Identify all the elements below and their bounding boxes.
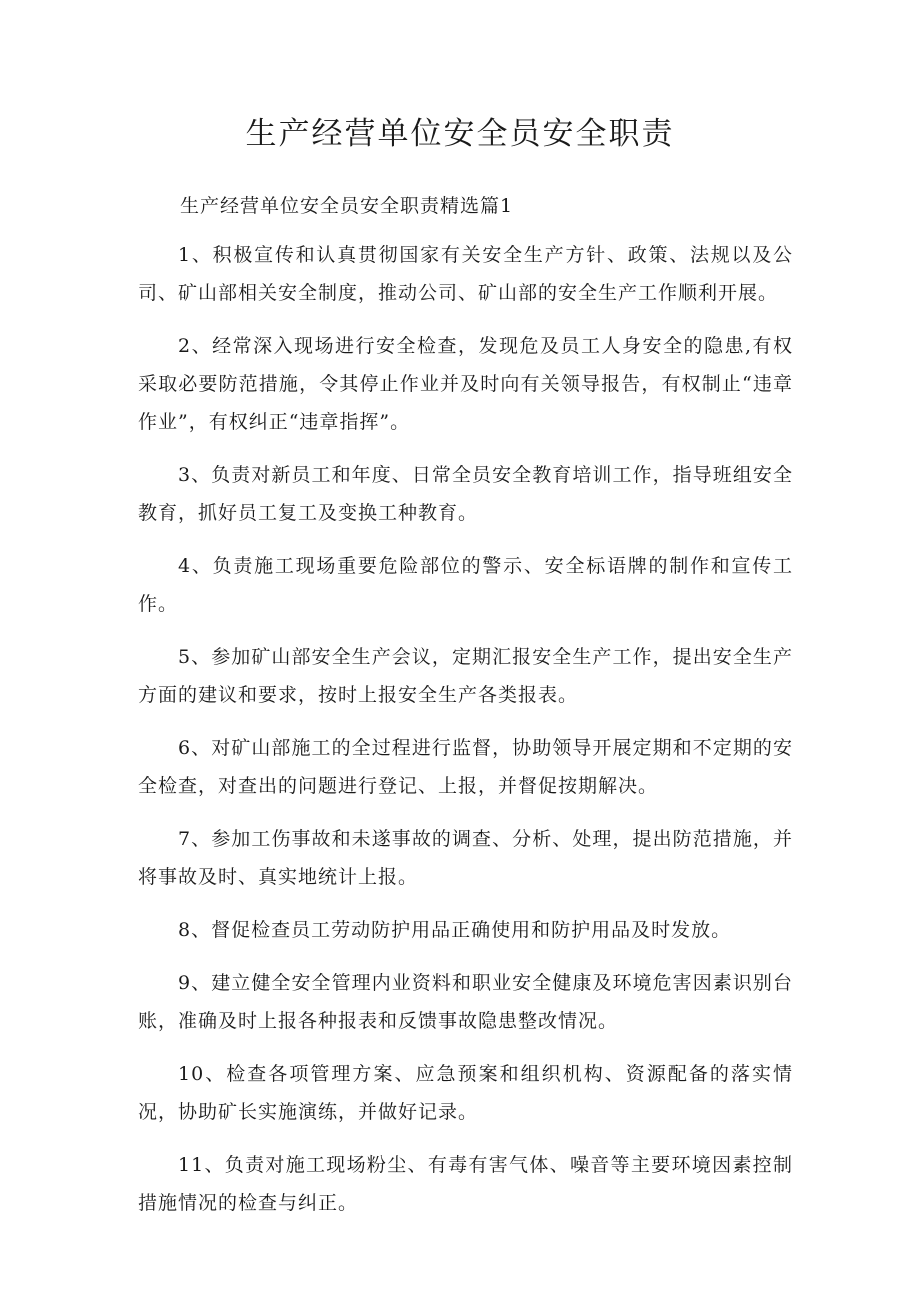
duty-item-1: 1、积极宣传和认真贯彻国家有关安全生产方针、政策、法规以及公司、矿山部相关安全制度，推动公司、矿山部的安全生产工作顺利开展。: [138, 244, 793, 304]
duty-item-2: 2、经常深入现场进行安全检查，发现危及员工人身安全的隐患,有权采取必要防范措施，令其停止作业并及时向有关领导报告，有权制止“违章作业”，有权纠正“违章指挥”。: [138, 335, 793, 433]
document-title: 生产经营单位安全员安全职责: [245, 116, 675, 152]
duty-item-3: 3、负责对新员工和年度、日常全员安全教育培训工作，指导班组安全教育，抓好员工复工及变换工种教育。: [138, 464, 793, 524]
duty-item-11: 11、负责对施工现场粉尘、有毒有害气体、噪音等主要环境因素控制措施情况的检查与纠正。: [138, 1154, 793, 1214]
duty-item-6: 6、对矿山部施工的全过程进行监督，协助领导开展定期和不定期的安全检查，对查出的问题进行登记、上报，并督促按期解决。: [138, 737, 793, 797]
duty-item-10: 10、检查各项管理方案、应急预案和组织机构、资源配备的落实情况，协助矿长实施演练，并做好记录。: [138, 1063, 793, 1123]
duty-item-5: 5、参加矿山部安全生产会议，定期汇报安全生产工作，提出安全生产方面的建议和要求，按时上报安全生产各类报表。: [138, 646, 793, 706]
duty-item-7: 7、参加工伤事故和未遂事故的调查、分析、处理，提出防范措施，并将事故及时、真实地统计上报。: [138, 828, 793, 888]
duty-item-4: 4、负责施工现场重要危险部位的警示、安全标语牌的制作和宣传工作。: [138, 555, 793, 615]
duty-item-9: 9、建立健全安全管理内业资料和职业安全健康及环境危害因素识别台账，准确及时上报各种报表和反馈事故隐患整改情况。: [138, 972, 793, 1032]
duty-item-8: 8、督促检查员工劳动防护用品正确使用和防护用品及时发放。: [178, 919, 732, 941]
document-subtitle: 生产经营单位安全员安全职责精选篇1: [180, 195, 514, 217]
duty-list: [138, 236, 793, 1237]
